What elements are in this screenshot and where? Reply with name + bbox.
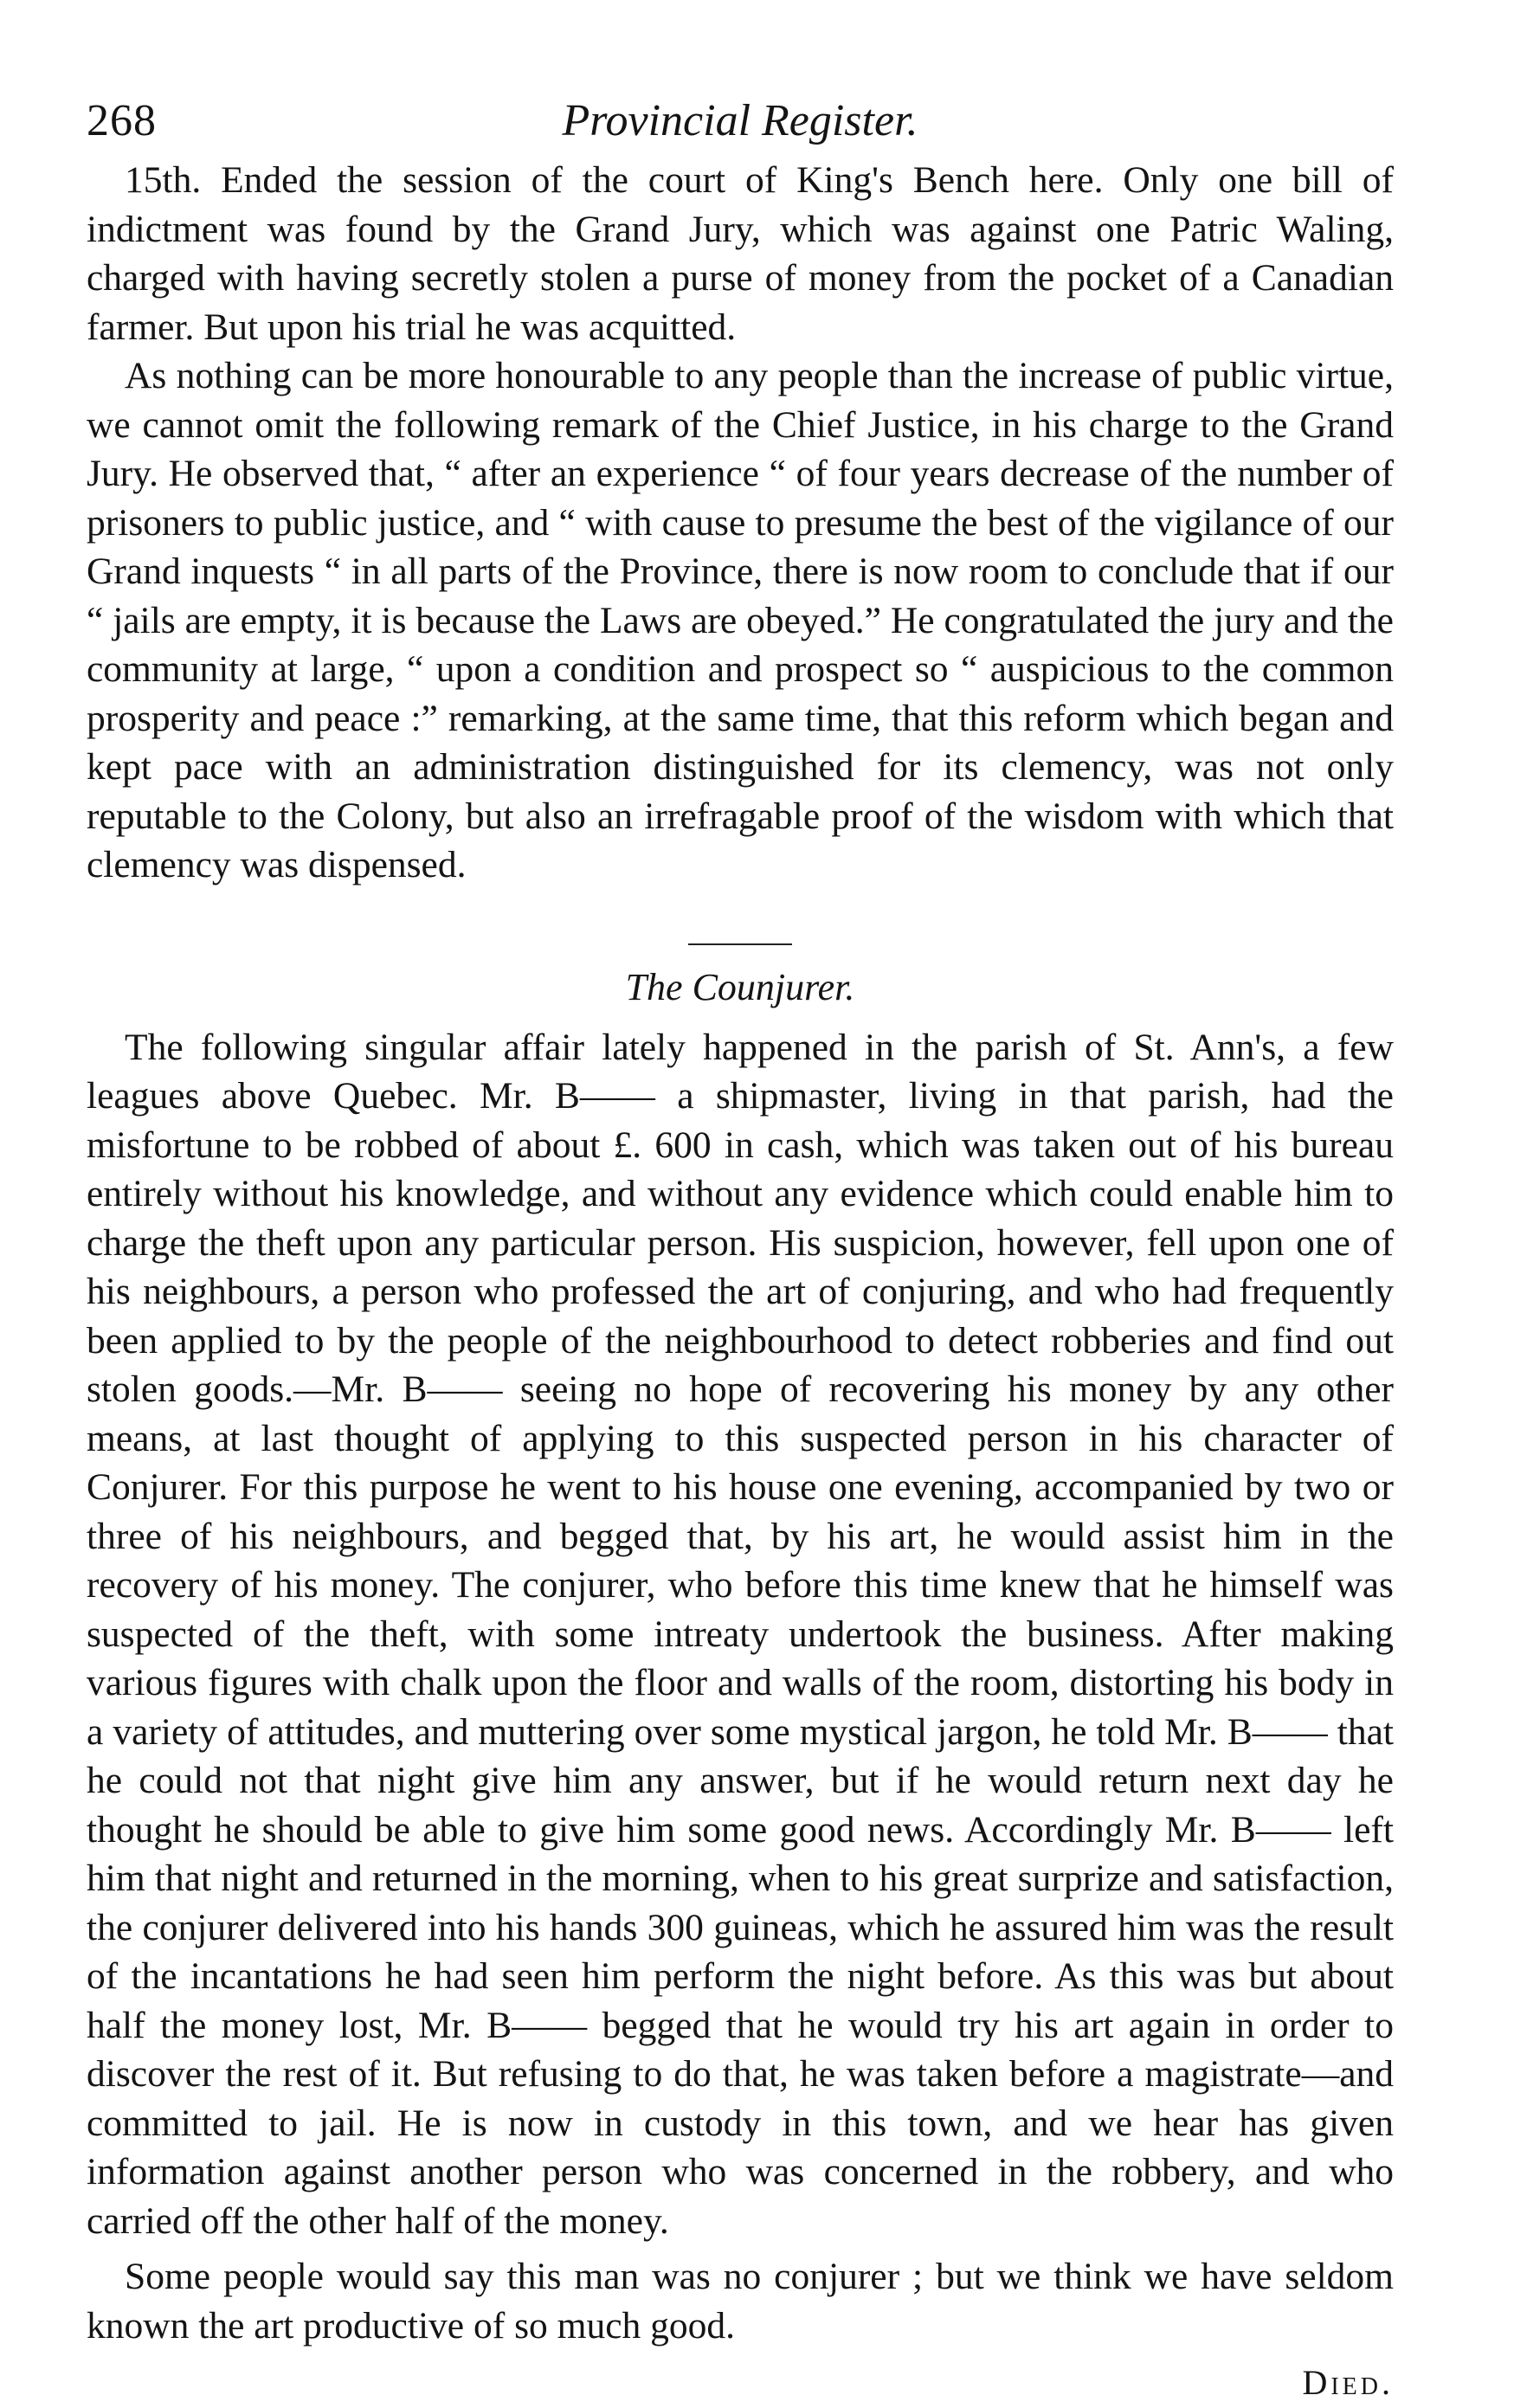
article-title: The Counjurer.: [625, 965, 855, 1008]
page-header: [87, 95, 1394, 156]
running-head: Provincial Register.: [562, 96, 918, 145]
section-divider: [688, 943, 792, 945]
page-number: 268: [87, 96, 157, 145]
article-closing-paragraph: Some people would say this man was no conjurer ; but we think we have seldom known the art productive of so much good.: [87, 2256, 1394, 2347]
catchword: Died.: [1302, 2363, 1394, 2402]
paragraph-chief-justice: As nothing can be more honourable to any people than the increase of public virtue, we cannot omit the following remark of the Chief Justice, in his charge to the Grand Jury. He observed that, “ after an experience “ of four years decrease of the number of prisoners to public justice, and “ with cause to presume the best of the vigilance of our Grand inquests “ in all parts of the Province, there is now room to conclude that if our “ jails are empty, it is because the Laws are obeyed.” He congratulated the jury and the community at large, “ upon a condition and prospect so “ auspicious to the common prosperity and peace :” remarking, at the same time, that this reform which began and kept pace with an administration distinguished for its clemency, was not only reputable to the Colony, but also an irrefragable proof of the wisdom with which that clemency was dispensed.: [87, 355, 1394, 885]
text-column: [87, 156, 1394, 2408]
paragraph-court-session: 15th. Ended the session of the court of King's Bench here. Only one bill of indictment was found by the Grand Jury, which was against one Patric Waling, charged with having secretly stolen a purse of money from the pocket of a Canadian farmer. But upon his trial he was acquitted.: [87, 159, 1394, 348]
article-paragraph: The following singular affair lately happened in the parish of St. Ann's, a few leagues above Quebec. Mr. B—— a shipmaster, living in that parish, had the misfortune to be robbed of about £. 600 in cash, which was taken out of his bureau entirely without his knowledge, and without any evidence which could enable him to charge the theft upon any particular person. His suspicion, however, fell upon one of his neighbours, a person who professed the art of conjuring, and who had frequently been applied to by the people of the neighbourhood to detect robberies and find out stolen goods.—Mr. B—— seeing no hope of recovering his money by any other means, at last thought of applying to this suspected person in his character of Conjurer. For this purpose he went to his house one evening, accompanied by two or three of his neighbours, and begged that, by his art, he would assist him in the recovery of his money. The conjurer, who before this time knew that he himself was suspected of the theft, with some intreaty undertook the business. After making various figures with chalk upon the floor and walls of the room, distorting his body in a variety of attitudes, and muttering over some mystical jargon, he told Mr. B—— that he could not that night give him any answer, but if he would return next day he thought he should be able to give him some good news. Accordingly Mr. B—— left him that night and returned in the morning, when to his great surprize and satisfaction, the conjurer delivered into his hands 300 guineas, which he assured him was the result of the incantations he had seen him perform the night before. As this was but about half the money lost, Mr. B—— begged that he would try his art again in order to discover the rest of it. But refusing to do that, he was taken before a magistrate—and committed to jail. He is now in custody in this town, and we hear has given information against another person who was concerned in the robbery, and who carried off the other half of the money.: [87, 1026, 1394, 2242]
